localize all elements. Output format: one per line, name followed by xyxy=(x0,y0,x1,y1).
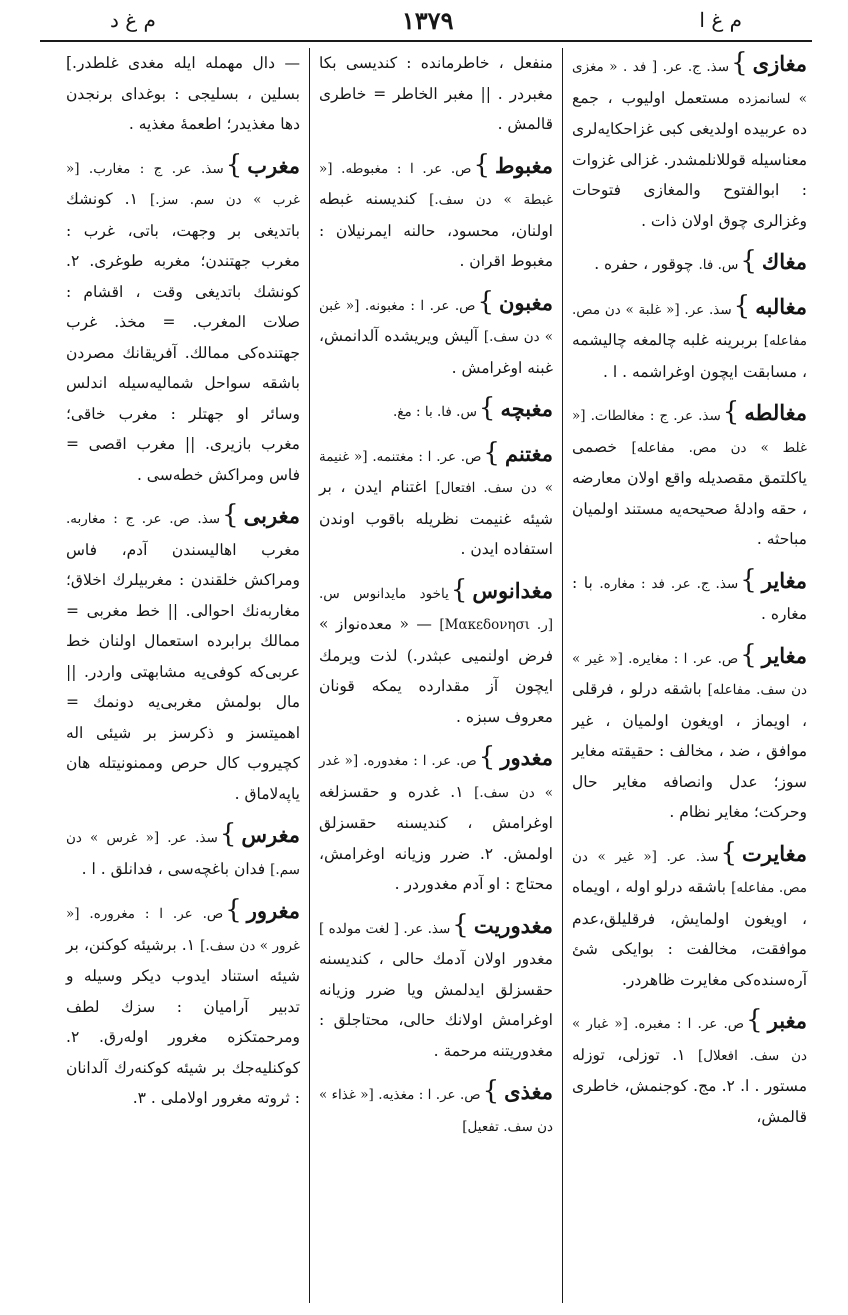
brace-glyph: } xyxy=(740,639,757,670)
dictionary-entry xyxy=(319,150,553,277)
brace-glyph: } xyxy=(452,909,469,940)
entry-definition: چوقور ، حفره . xyxy=(594,255,694,273)
dictionary-entry xyxy=(66,500,300,809)
brace-glyph: } xyxy=(477,286,494,317)
brace-glyph: } xyxy=(482,1076,500,1106)
entry-definition: آلیش ویریشده آلدانمش، غبنه اوغرامش . xyxy=(319,327,553,377)
entry-etymology: ص. عر. ا : مغروره. [« غرور » دن سف.] xyxy=(66,906,300,954)
dictionary-entry xyxy=(66,150,300,491)
entry-definition: مغرب اهالیسندن آدم، فاس ومراکش خلقندن : مغربیلرك اخلاق؛ مغاربه‌نك احوالی. || خط مغربی = ممالك برابرده استعمال اولنان خط عربی‌که کوفی‌یه مشابهتی واردر. || مال بولمش مغربی‌یه دونمك = اهمیتسز و ذکرسز بر شیئی اله کچیروب کال حرص وممنونیتله هان یاپه‌لاماق . xyxy=(66,540,300,803)
entry-etymology: سذ. عر. [« غیر » دن مص. مفاعله] xyxy=(572,848,807,896)
brace-glyph: } xyxy=(478,742,496,772)
entry-headword: مغبچه xyxy=(500,396,553,421)
entry-definition: خصمی یاکلتمق مقصدیله واقع اولان معارضه ، حقه وادلۀ صحیحه‌یه مستند اولمیان مباحثه . xyxy=(572,437,807,548)
entry-headword: مغرس xyxy=(241,822,300,847)
page-header xyxy=(40,0,812,42)
dictionary-entry xyxy=(319,393,553,428)
entry-definition: — « معده‌نواز » فرض اولنمیی عبثدر.) لذت ویرمك ایچون آز مقدارده یمکه قونان معروف سبزه . xyxy=(319,615,553,726)
dictionary-entry xyxy=(319,287,553,384)
dictionary-entry xyxy=(319,438,553,565)
brace-glyph: } xyxy=(720,837,738,868)
column-middle xyxy=(310,48,563,1303)
entry-headword: مغدوریت xyxy=(473,912,553,938)
brace-glyph: } xyxy=(222,500,239,530)
dictionary-entry xyxy=(572,397,807,555)
entry-etymology: سذ. ص. عر. ج : مغاربه. xyxy=(66,511,221,527)
dictionary-entry xyxy=(572,48,807,236)
entry-headword: مغبوط xyxy=(495,152,553,178)
entry-etymology: ص. عر. ا : مغبونه. [« غبن » دن سف.] xyxy=(319,297,553,345)
entry-definition: مغدور اولان آدمك حالی ، کندیسنه حقسزلق ایدلمش ویا ضرر وزیانه اوغرامش اولانك حالی، محتاجلق : مغدوریتنه مرحمة . xyxy=(319,950,553,1060)
entry-headword: مغبر xyxy=(767,1008,807,1033)
entry-etymology: س. فا. xyxy=(698,257,739,273)
entry-etymology: سذ. عر. ج : مغارب. [« غرب » دن سم. سز.] xyxy=(66,160,300,208)
dictionary-entry xyxy=(319,48,553,140)
brace-glyph: } xyxy=(219,819,237,849)
dictionary-entry xyxy=(572,246,807,281)
entry-headword: مغرور xyxy=(246,898,300,923)
dictionary-entry xyxy=(572,565,807,630)
dictionary-entry xyxy=(319,910,553,1067)
brace-glyph: } xyxy=(740,564,757,595)
entry-definition: فدان باغچه‌سی ، فدانلق . ا . xyxy=(81,859,266,878)
entry-definition: ١. توزلی، توزله مستور . ا. ٢. مج. کوجنمش، خاطری قالمش، xyxy=(572,1045,807,1126)
entry-headword: مغرب xyxy=(247,152,300,178)
header-left-guideword: م غ د xyxy=(110,8,156,32)
entry-definition: — دال مهمله ایله مغدی غلطدر.] بسلین ، بسلیجی : بوغدای برنجدن دها مغذیدر؛ اطعمۀ مغذیه . xyxy=(66,54,300,133)
entry-etymology: یاخود مایدانوس س. [ر. Μακεδονησι] xyxy=(319,585,553,633)
entry-etymology: سذ. عر. ج : مغالطات. [« غلط » دن مص. مفاعله] xyxy=(572,408,807,456)
entry-definition: مستعمل اولیوب ، جمع ده عربیده اولدیغی کبی غزاحکایه‌لری معناسیله قوللانلمشدر. غزالی غزوات : ابوالفتوح والمغازی فتوحات وغزالری چوق اولان ذات . xyxy=(572,88,807,230)
brace-glyph: } xyxy=(733,290,751,321)
entry-definition: ١. برشیئه کوکنن، بر شیئه استناد ایدوب دیکر وسیله و تدبیر آرامیان : سزك لطف ومرحمتکزه مغرور اوله‌رق. ٢. کوکنلیه‌جك بر شیئه کوکنه‌رك آلدانان : ثروته مغرور اولاملی . ٣. xyxy=(66,935,300,1107)
entry-headword: مغازى xyxy=(752,51,807,76)
entry-definition: اغتنام ایدن ، بر شیئه غنیمت نظریله باقوب اوندن استفاده ایدن . xyxy=(319,478,553,558)
dictionary-entry xyxy=(572,838,807,996)
entry-etymology: ص. عر. ا : مغبره. [« غبار » دن سف. افعلال] xyxy=(572,1016,808,1064)
entry-headword: مغالطه xyxy=(744,400,807,425)
entry-etymology: سذ. ج. عر. [ فد . « مغزى » لسانمزده xyxy=(572,59,807,107)
entry-headword: مغربی xyxy=(243,503,300,528)
brace-glyph: } xyxy=(450,574,468,605)
entry-etymology: سذ. عر. [« غرس » دن سم.] xyxy=(66,830,300,878)
entry-headword: مغاك xyxy=(761,249,807,274)
brace-glyph: } xyxy=(478,393,496,423)
column-right xyxy=(563,48,816,1303)
dictionary-entry xyxy=(66,819,300,885)
entry-headword: مغتنم xyxy=(504,440,553,466)
entry-headword: مغالبه xyxy=(755,293,807,319)
entry-definition: با : مغاره . xyxy=(572,573,807,623)
entry-etymology: ص. عر. ا : مغبوطه. [« غبطة » دن سف.] xyxy=(319,160,553,208)
brace-glyph: } xyxy=(740,246,757,276)
dictionary-entry xyxy=(319,742,553,900)
entry-definition: باشقه درلو ، فرقلی ، اویماز ، اویغون اولمیان ، غیر موافق ، ضد ، مخالف : حقیقته مغایر سوز؛ عدل وانصافه مغایر حال وحرکت؛ مغایر نظام . xyxy=(572,680,807,821)
brace-glyph: } xyxy=(731,48,748,78)
header-right-guideword: م غ ا xyxy=(699,8,742,32)
brace-glyph: } xyxy=(746,1005,763,1035)
page-number: ١٣٧٩ xyxy=(401,5,454,35)
entry-headword: مغاير xyxy=(761,642,807,668)
brace-glyph: } xyxy=(225,149,243,180)
dictionary-entry xyxy=(66,48,300,140)
entry-headword: مغبون xyxy=(499,289,553,315)
column-left xyxy=(57,48,310,1303)
entry-definition: بربرینه غلبه چالمغه چالیشمه ، مسابقت ایچون اوغراشمه . ا . xyxy=(572,331,807,381)
brace-glyph: } xyxy=(473,149,490,180)
entry-definition: منفعل ، خاطرمانده : کندیسی بکا مغبردر . || مغبر الخاطر = خاطری قالمش . xyxy=(319,54,553,133)
entry-etymology: س. فا. با : مغ. xyxy=(393,404,477,420)
entry-headword: مغدانوس xyxy=(472,577,553,603)
entry-etymology: سذ. ج. عر. فد : مغاره. xyxy=(599,575,739,592)
brace-glyph: } xyxy=(722,397,740,427)
dictionary-entry xyxy=(319,575,553,733)
dictionary-entry xyxy=(572,1005,807,1132)
entry-definition: باشقه درلو اوله ، اویماه ، اویغون اولمایش، فرقلیلق،عدم موافقت، مخالفت : بوایکی شئ آره‌سنده‌کی مغایرت ظاهردر. xyxy=(572,878,807,989)
entry-headword: مغذی xyxy=(504,1079,553,1104)
dictionary-columns xyxy=(36,48,816,1303)
entry-etymology: ص. عر. ا : مغايره. [« غیر » دن سف. مفاعله] xyxy=(572,650,808,698)
entry-headword: مغاير xyxy=(761,567,807,593)
entry-etymology: ص. عر. ا : مغدوره. [« غدر » دن سف.] xyxy=(319,753,553,801)
dictionary-entry xyxy=(572,291,807,388)
entry-headword: مغایرت xyxy=(742,840,807,866)
dictionary-entry xyxy=(319,1076,553,1142)
entry-etymology: سذ. عر. [ لغت مولده ] xyxy=(319,920,451,937)
entry-headword: مغدور xyxy=(500,745,553,770)
brace-glyph: } xyxy=(225,895,242,925)
entry-definition: کندیسنه غبطه اولنان، محسود، حالنه ایمرنیلان : مغبوط اقران . xyxy=(319,190,553,270)
entry-etymology: سذ. عر. [« غلبة » دن مص. مفاعله] xyxy=(572,301,807,349)
entry-definition: ١. غدره و حقسزلغه اوغرامش ، کندیسنه حقسزلق اولمش. ٢. ضرر وزیانه اوغرامش، محتاج : او آدم مغدوردر . xyxy=(319,782,553,893)
dictionary-entry xyxy=(66,895,300,1114)
dictionary-entry xyxy=(572,640,807,828)
entry-etymology: ص. عر. ا : مغذیه. [« غذاء » دن سف. تفعیل] xyxy=(319,1087,553,1135)
entry-etymology: ص. عر. ا : مغتنمه. [« غنیمة » دن سف. افتعال] xyxy=(319,448,554,496)
entry-definition: ١. کونشك باتدیغی بر وجهت، باتی، غرب : مغرب جهتندن؛ مغربه طوغری. ٢. کونشك باتدیغی وقت ، اقشام : صلات المغرب. = مخذ. غرب جهتنده‌کی ممالك. آفریقانك مصردن باشقه سواحل شمالیه‌سیله اندلس وسائر او جهتلر : مغرب خاقی؛ مغرب بازیری. || مغرب اقصی = فاس ومراکش خطه‌سی . xyxy=(66,190,300,484)
brace-glyph: } xyxy=(483,437,500,468)
